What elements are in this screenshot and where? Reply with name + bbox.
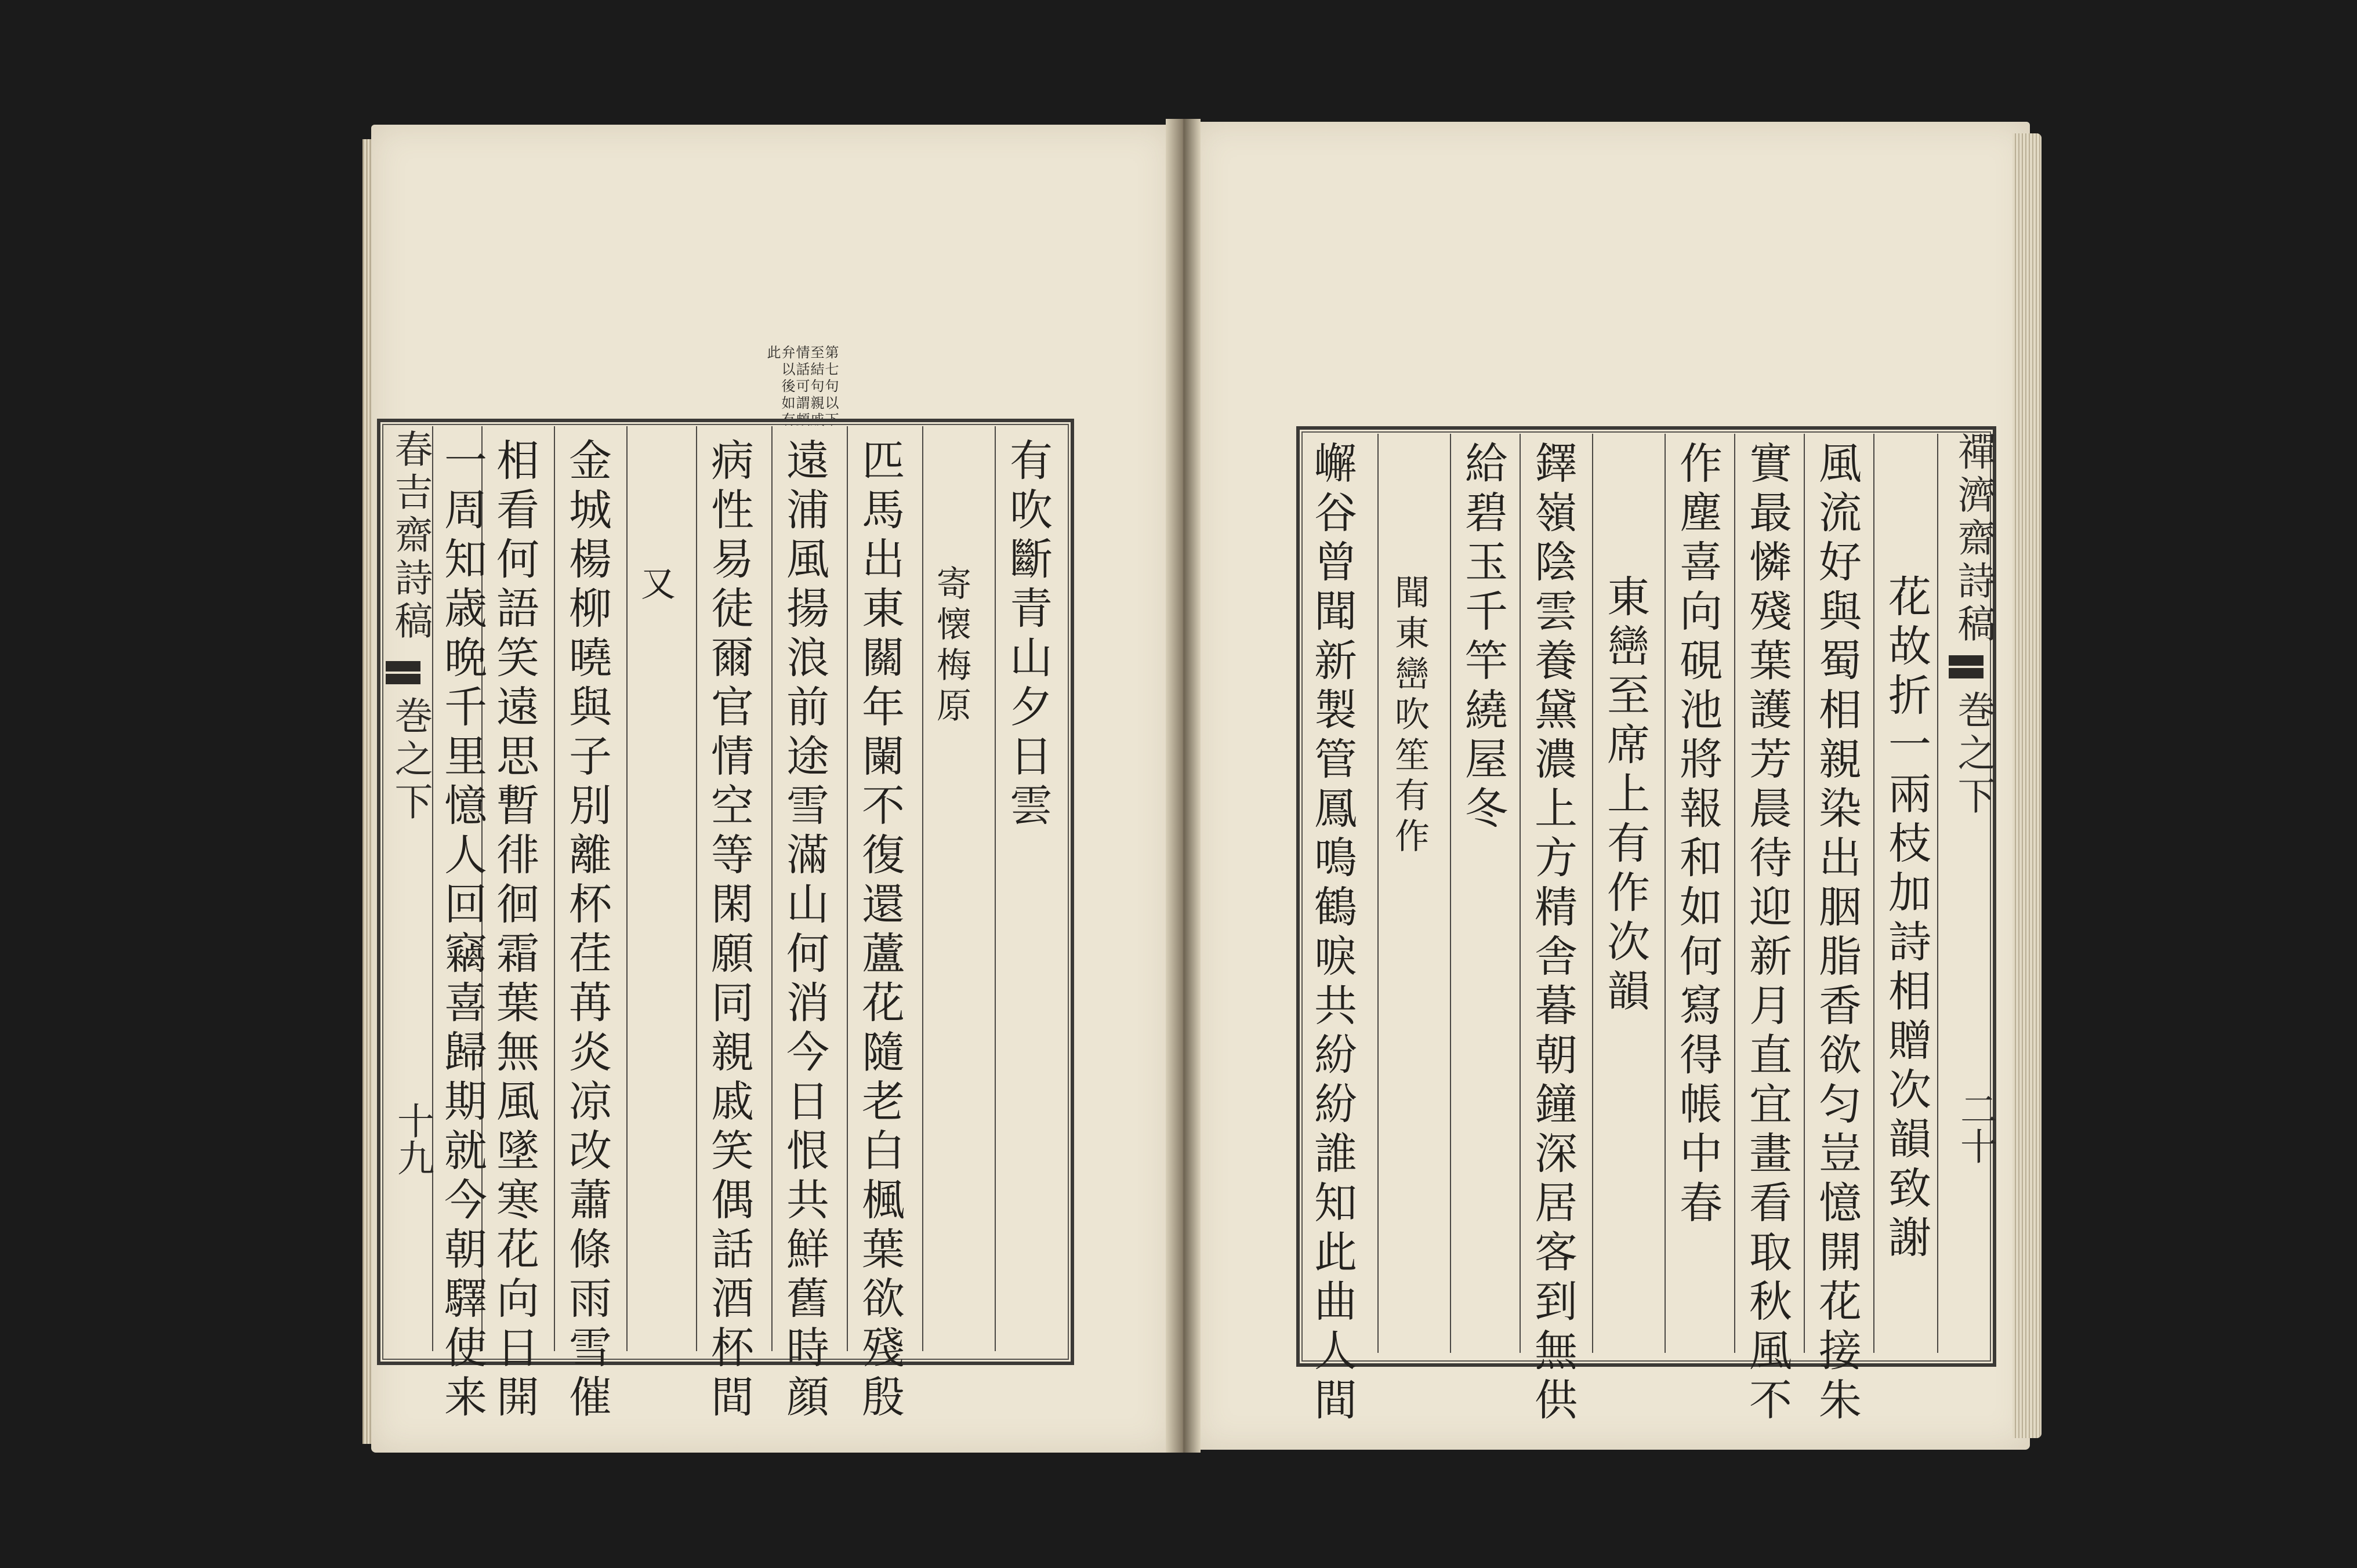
text-column: 病性易徒爾官情空等閑願同親戚笑偶話酒杯間	[704, 438, 754, 1424]
hashin-title: 春吉齋詩稿	[388, 429, 433, 644]
margin-note-line: 此	[764, 345, 781, 362]
hashin-volume: 巻之下	[1951, 690, 1996, 819]
text-column: 嶰谷曾聞新製管鳳鳴鶴唳共紛紛誰知此曲人間	[1307, 441, 1357, 1427]
hashin-volume: 巻之下	[388, 696, 433, 825]
margin-note-line: 至結句親戚	[808, 345, 824, 429]
text-column: 有吹斷青山夕日雲	[1003, 438, 1053, 832]
column-rule	[771, 426, 773, 1351]
text-column-heading: 又	[635, 565, 676, 606]
text-column: 遠浦風揚浪前途雪滿山何消今日恨共鮮舊時顔	[779, 438, 829, 1424]
column-rule	[1873, 434, 1874, 1353]
column-rule	[696, 426, 697, 1351]
column-rule	[626, 426, 628, 1351]
hashin-title: 禪濟齋詩稿	[1951, 432, 1996, 647]
column-rule	[1450, 434, 1451, 1353]
text-column: 匹馬出東關年闌不復還蘆花隨老白楓葉欲殘殷	[855, 438, 905, 1424]
text-column-heading: 花故折一兩枝加詩相贈次韻致謝	[1881, 574, 1931, 1264]
text-column: 一周知歳晩千里憶人回竊喜歸期就今朝驛使来	[437, 438, 487, 1424]
folio-number: 十九	[391, 1102, 434, 1176]
text-column: 實最憐殘葉護芳晨待迎新月直宜畫看取秋風不	[1742, 441, 1792, 1427]
text-column-heading: 東巒至席上有作次韻	[1600, 574, 1650, 1018]
column-rule	[554, 426, 555, 1351]
text-column: 給碧玉千竿繞屋冬	[1458, 441, 1508, 835]
text-column: 風流好與蜀相親染出胭脂香欲匀豈憶開花接朱	[1812, 441, 1862, 1427]
column-rule	[1377, 434, 1379, 1353]
text-column: 相看何語笑遠思暫徘徊霜葉無風墜寒花向日開	[489, 438, 539, 1424]
column-rule	[922, 426, 923, 1351]
text-column-heading: 寄懐梅原	[931, 565, 971, 728]
fishtail-mark	[386, 661, 420, 684]
book-gutter	[1166, 119, 1201, 1453]
fishtail-mark	[1949, 655, 1983, 678]
column-rule	[1734, 434, 1735, 1353]
column-rule	[847, 426, 848, 1351]
right-page-edges	[2012, 133, 2041, 1438]
column-rule	[1520, 434, 1521, 1353]
column-rule	[1665, 434, 1666, 1353]
margin-note-line: 情話可謂頗	[793, 345, 810, 429]
column-rule	[995, 426, 996, 1351]
text-column: 作塵喜向硯池將報和如何寫得帳中春	[1673, 441, 1723, 1229]
margin-note-line: 第七句以下	[822, 345, 839, 429]
column-rule	[1937, 434, 1938, 1353]
folio-number: 二十	[1954, 1090, 1997, 1164]
margin-note-line: 弁以後如有	[779, 345, 795, 429]
text-column-heading: 聞東巒吹笙有作	[1389, 574, 1430, 858]
column-rule	[1804, 434, 1805, 1353]
column-rule	[1592, 434, 1593, 1353]
text-column: 鐸嶺陰雲養黛濃上方精舎暮朝鐘深居客到無供	[1528, 441, 1578, 1427]
text-column: 金城楊柳曉與子別離杯荏苒炎凉改蕭條雨雪催	[562, 438, 612, 1424]
